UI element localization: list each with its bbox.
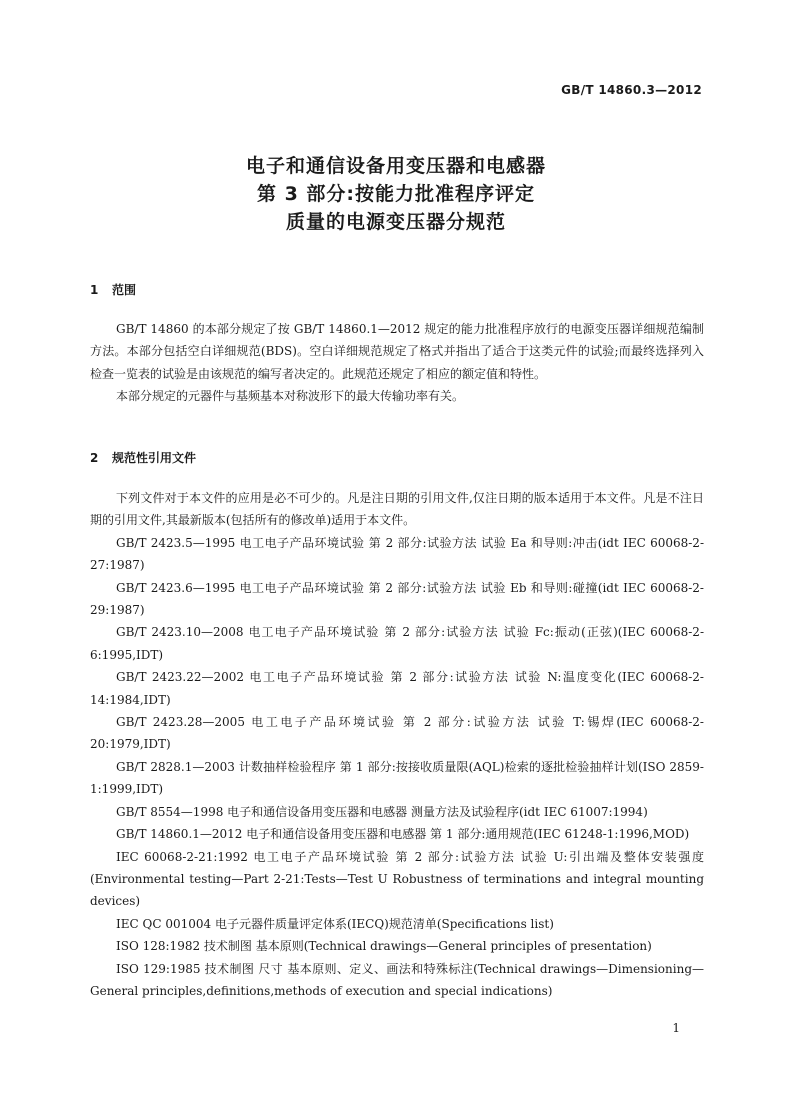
reference-item: GB/T 2423.6—1995 电工电子产品环境试验 第 2 部分:试验方法 试验 Eb 和导则:碰撞(idt IEC 60068-2-29:1987) [90, 580, 704, 618]
title-line-3: 质量的电源变压器分规范 [285, 211, 506, 233]
scope-paragraph-1: GB/T 14860 的本部分规定了按 GB/T 14860.1—2012 规定的能力批准程序放行的电源变压器详细规范编制方法。本部分包括空白详细规范(BDS)。空白详细规范规定了格式并指出了适合于这类元件的试验;而最终选择列入检查一览表的试验是由该规范的编写者决定的。此规范还规定了相应的额定值和特性。 [90, 322, 704, 381]
section-number: 2 [90, 451, 99, 465]
document-title [0, 152, 792, 236]
reference-item: GB/T 14860.1—2012 电子和通信设备用变压器和电感器 第 1 部分:通用规范(IEC 61248-1:1996,MOD) [116, 827, 690, 842]
section-number: 1 [90, 283, 99, 297]
reference-item: IEC 60068-2-21:1992 电工电子产品环境试验 第 2 部分:试验方法 试验 U:引出端及整体安装强度(Environmental testing—Part 2-21:Tests—Test U Robustness of terminations and integral mounting devices) [90, 849, 704, 909]
reference-item: ISO 128:1982 技术制图 基本原则(Technical drawings—General principles of presentation) [116, 939, 652, 954]
page-number: 1 [672, 1021, 680, 1035]
scope-paragraph-2: 本部分规定的元器件与基频基本对称波形下的最大传输功率有关。 [116, 389, 465, 404]
references-intro: 下列文件对于本文件的应用是必不可少的。凡是注日期的引用文件,仅注日期的版本适用于本文件。凡是不注日期的引用文件,其最新版本(包括所有的修改单)适用于本文件。 [90, 491, 704, 528]
reference-item: GB/T 2423.22—2002 电工电子产品环境试验 第 2 部分:试验方法 试验 N:温度变化(IEC 60068-2-14:1984,IDT) [90, 670, 704, 707]
reference-item: GB/T 2423.10—2008 电工电子产品环境试验 第 2 部分:试验方法 试验 Fc:振动(正弦)(IEC 60068-2-6:1995,IDT) [90, 625, 704, 662]
title-line-2: 第 3 部分:按能力批准程序评定 [256, 183, 536, 205]
standard-code: GB/T 14860.3—2012 [561, 83, 702, 97]
reference-item: GB/T 8554—1998 电子和通信设备用变压器和电感器 测量方法及试验程序(idt IEC 61007:1994) [116, 804, 648, 819]
section-title: 规范性引用文件 [112, 451, 197, 465]
reference-item: IEC QC 001004 电子元器件质量评定体系(IECQ)规范清单(Specifications list) [116, 916, 554, 931]
references-body [90, 487, 704, 1002]
title-line-1: 电子和通信设备用变压器和电感器 [245, 155, 546, 177]
section-heading-references [90, 449, 196, 466]
reference-item: ISO 129:1985 技术制图 尺寸 基本原则、定义、画法和特殊标注(Technical drawings—Dimensioning—General principles,definitions,methods of execution and special indications) [90, 961, 704, 998]
scope-body [90, 318, 704, 408]
section-title: 范围 [112, 283, 137, 297]
reference-item: GB/T 2423.28—2005 电工电子产品环境试验 第 2 部分:试验方法 试验 T:锡焊(IEC 60068-2-20:1979,IDT) [90, 715, 704, 752]
reference-item: GB/T 2423.5—1995 电工电子产品环境试验 第 2 部分:试验方法 试验 Ea 和导则:冲击(idt IEC 60068-2-27:1987) [90, 535, 704, 573]
section-heading-scope [90, 281, 136, 298]
reference-item: GB/T 2828.1—2003 计数抽样检验程序 第 1 部分:按接收质量限(AQL)检索的逐批检验抽样计划(ISO 2859-1:1999,IDT) [90, 759, 704, 797]
